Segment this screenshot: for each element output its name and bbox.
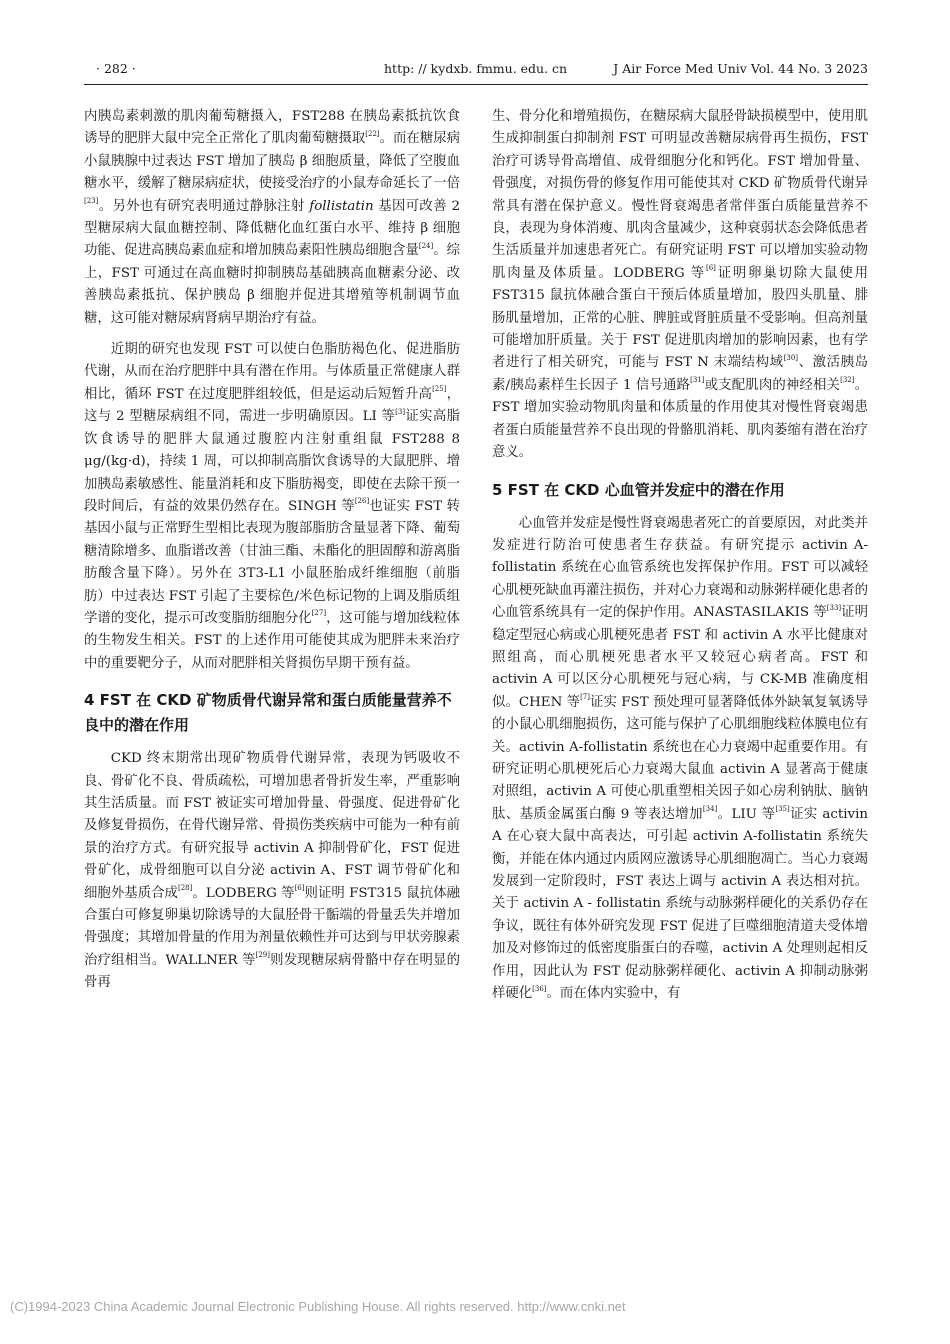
citation-ref: [33]	[826, 603, 842, 612]
citation-ref: [3]	[395, 407, 406, 416]
journal-url[interactable]: http: // kydxb. fmmu. edu. cn	[384, 61, 568, 76]
journal-citation: J Air Force Med Univ Vol. 44 No. 3 2023	[613, 61, 868, 76]
section-heading-5: 5 FST 在 CKD 心血管并发症中的潜在作用	[492, 480, 785, 499]
citation-ref: [6]	[705, 264, 716, 273]
citation-ref: [29]	[255, 951, 270, 960]
citation-ref: [35]	[775, 805, 790, 814]
citation-ref: [26]	[354, 497, 370, 506]
page-number: · 282 ·	[96, 61, 136, 76]
copyright-footer: (C)1994-2023 China Academic Journal Electronic Publishing House. All rights reserved. http://www.cnki.net	[10, 1299, 626, 1314]
right-column	[492, 106, 868, 1005]
running-header	[84, 58, 868, 80]
left-column	[84, 106, 460, 995]
citation-ref: [31]	[690, 376, 705, 385]
citation-ref: [25]	[432, 385, 447, 394]
citation-ref: [24]	[418, 241, 434, 250]
section-heading-4: 4 FST 在 CKD 矿物质骨代谢异常和蛋白质能量营养不良中的潜在作用	[84, 691, 452, 735]
citation-ref: [7]	[580, 693, 590, 702]
paragraph-bone-muscle: 生、骨分化和增殖损伤，在糖尿病大鼠胫骨缺损模型中，使用肌生成抑制蛋白抑制剂 FST 可明显改善糖尿病骨再生损伤，FST 治疗可诱导骨高增值、成骨细胞分化和钙化。FST 增加骨量、骨强度，对损伤骨的修复作用可能使其对 CKD 矿物质骨代谢异常具有潜在保护意义。慢性肾衰竭患者常伴蛋白质能量营养不良，表现为身体消瘦、肌肉含量减少，这种衰弱状态会降低患者生活质量并加速患者死亡。有研究证明 FST 可以增加实验动物肌肉量及体质量。LODBERG 等[6]证明卵巢切除大鼠使用 FST315 鼠抗体融合蛋白干预后体质量增加，股四头肌量、腓肠肌量增加，正常的心脏、脾脏或肾脏质量不受影响。但高剂量可能增加肝质量。关于 FST 促进肌肉增加的影响因素，也有学者进行了相关研究，可能与 FST N 末端结构域[30]、激活胰岛素/胰岛素样生长因子 1 信号通路[31]或支配肌肉的神经相关[32]。FST 增加实验动物肌肉量和体质量的作用使其对慢性肾衰竭患者蛋白质能量营养不良出现的骨骼肌消耗、肌肉萎缩有潜在治疗意义。	[492, 109, 869, 461]
gene-name: follistatin	[309, 198, 374, 214]
citation-ref: [23]	[84, 197, 99, 206]
citation-ref: [22]	[365, 129, 380, 138]
paragraph-bone: CKD 终末期常出现矿物质骨代谢异常，表现为钙吸收不良、骨矿化不良、骨质疏松，可增加患者骨折发生率，严重影响其生活质量。而 FST 被证实可增加骨量、骨强度、促进骨矿化及修复骨损伤，在骨代谢异常、骨损伤类疾病中可能为一种有前景的治疗方式。有研究报导 activin A 抑制骨矿化，FST 促进骨矿化，成骨细胞可以自分泌 activin A、FST 调节骨矿化和细胞外基质合成[28]。LODBERG 等[6]则证明 FST315 鼠抗体融合蛋白可修复卵巢切除诱导的大鼠胫骨干骺端的骨量丢失并增加骨强度；其增加骨量的作用为剂量依赖性并可达到与甲状旁腺素治疗组相当。WALLNER 等[29]则发现糖尿病骨骼中存在明显的骨再	[84, 751, 461, 991]
citation-ref: [27]	[311, 609, 327, 618]
citation-ref: [28]	[178, 884, 193, 893]
citation-ref: [32]	[840, 376, 855, 385]
citation-ref: [30]	[783, 354, 799, 362]
citation-ref: [34]	[702, 805, 718, 814]
paragraph-obesity: 近期的研究也发现 FST 可以使白色脂肪褐色化、促进脂肪代谢，从而在治疗肥胖中具有潜在作用。与体质量正常健康人群相比，循环 FST 在过度肥胖组较低，但是运动后短暂升高[25]，这与 2 型糖尿病组不同，需进一步明确原因。LI 等[3]证实高脂饮食诱导的肥胖大鼠通过腹腔内注射重组鼠 FST288 8 μg/(kg·d)，持续 1 周，可以抑制高脂饮食诱导的大鼠肥胖、增加胰岛素敏感性、能量消耗和皮下脂肪褐变，即使在去除干预一段时间后，有益的效果仍然存在。SINGH 等[26]也证实 FST 转基因小鼠与正常野生型相比表现为腹部脂肪含量显著下降、葡萄糖清除增多、血脂谱改善（甘油三酯、未酯化的胆固醇和游离脂肪酸含量下降）。另外在 3T3-L1 小鼠胚胎成纤维细胞（前脂肪）中过表达 FST 引起了主要棕色/米色标记物的上调及脂质组学谱的变化，提示可改变脂肪细胞分化[27]，这可能与增加线粒体的生物发生相关。FST 的上述作用可能使其成为肥胖未来治疗中的重要靶分子，从而对肥胖相关肾损伤早期干预有益。	[84, 342, 461, 671]
citation-ref: [6]	[294, 884, 305, 893]
paragraph-cardiovascular: 心血管并发症是慢性肾衰竭患者死亡的首要原因，对此类并发症进行防治可使患者生存获益。有研究提示 activin A-follistatin 系统在心血管系统也发挥保护作用。FST 可以减轻心肌梗死缺血再灌注损伤，并对心力衰竭和动脉粥样硬化患者的心血管系统具有一定的保护作用。ANASTASILAKIS 等[33]证明稳定型冠心病或心肌梗死患者 FST 和 activin A 水平比健康对照组高，而心肌梗死患者水平又较冠心病者高。FST 和 activin A 可以区分心肌梗死与冠心病，与 CK-MB 准确度相似。CHEN 等[7]证实 FST 预处理可显著降低体外缺氧复氧诱导的小鼠心肌细胞损伤，这可能与保护了心肌细胞线粒体膜电位有关。activin A-follistatin 系统也在心力衰竭中起重要作用。有研究证明心肌梗死后心力衰竭大鼠血 activin A 显著高于健康对照组，activin A 可使心肌重塑相关因子如心房利钠肽、脑钠肽、基质金属蛋白酶 9 等表达增加[34]。LIU 等[35]证实 activin A 在心衰大鼠中高表达，可引起 activin A-follistatin 系统失衡，并能在体内通过内质网应激诱导心肌细胞凋亡。当心力衰竭发展到一定阶段时，FST 表达上调与 activin A 表达相对抗。关于 activin A - follistatin 系统与动脉粥样硬化的关系仍存在争议，既往有体外研究发现 FST 促进了巨噬细胞清道夫受体增加及对修饰过的低密度脂蛋白的吞噬，activin A 处理则起相反作用，因此认为 FST 促动脉粥样硬化、activin A 抑制动脉粥样硬化[36]。而在体内实验中，有	[492, 515, 868, 1002]
citation-ref: [36]	[532, 984, 547, 993]
paragraph-diabetes: 内胰岛素刺激的肌肉葡萄糖摄入，FST288 在胰岛素抵抗饮食诱导的肥胖大鼠中完全正常化了肌肉葡萄糖摄取[22]。而在糖尿病小鼠胰腺中过表达 FST 增加了胰岛 β 细胞质量，降低了空腹血糖水平，缓解了糖尿病症状，使接受治疗的小鼠寿命延长了一倍[23]。另外也有研究表明通过静脉注射 follistatin 基因可改善 2 型糖尿病大鼠血糖控制、降低糖化血红蛋白水平、维持 β 细胞功能、促进高胰岛素血症和增加胰岛素阳性胰岛细胞含量[24]。综上，FST 可通过在高血糖时抑制胰岛基础胰高血糖素分泌、改善胰岛素抵抗、保护胰岛 β 细胞并促进其增殖等机制调节血糖，这可能对糖尿病肾病早期治疗有益。	[84, 109, 461, 326]
header-rule	[84, 84, 868, 85]
